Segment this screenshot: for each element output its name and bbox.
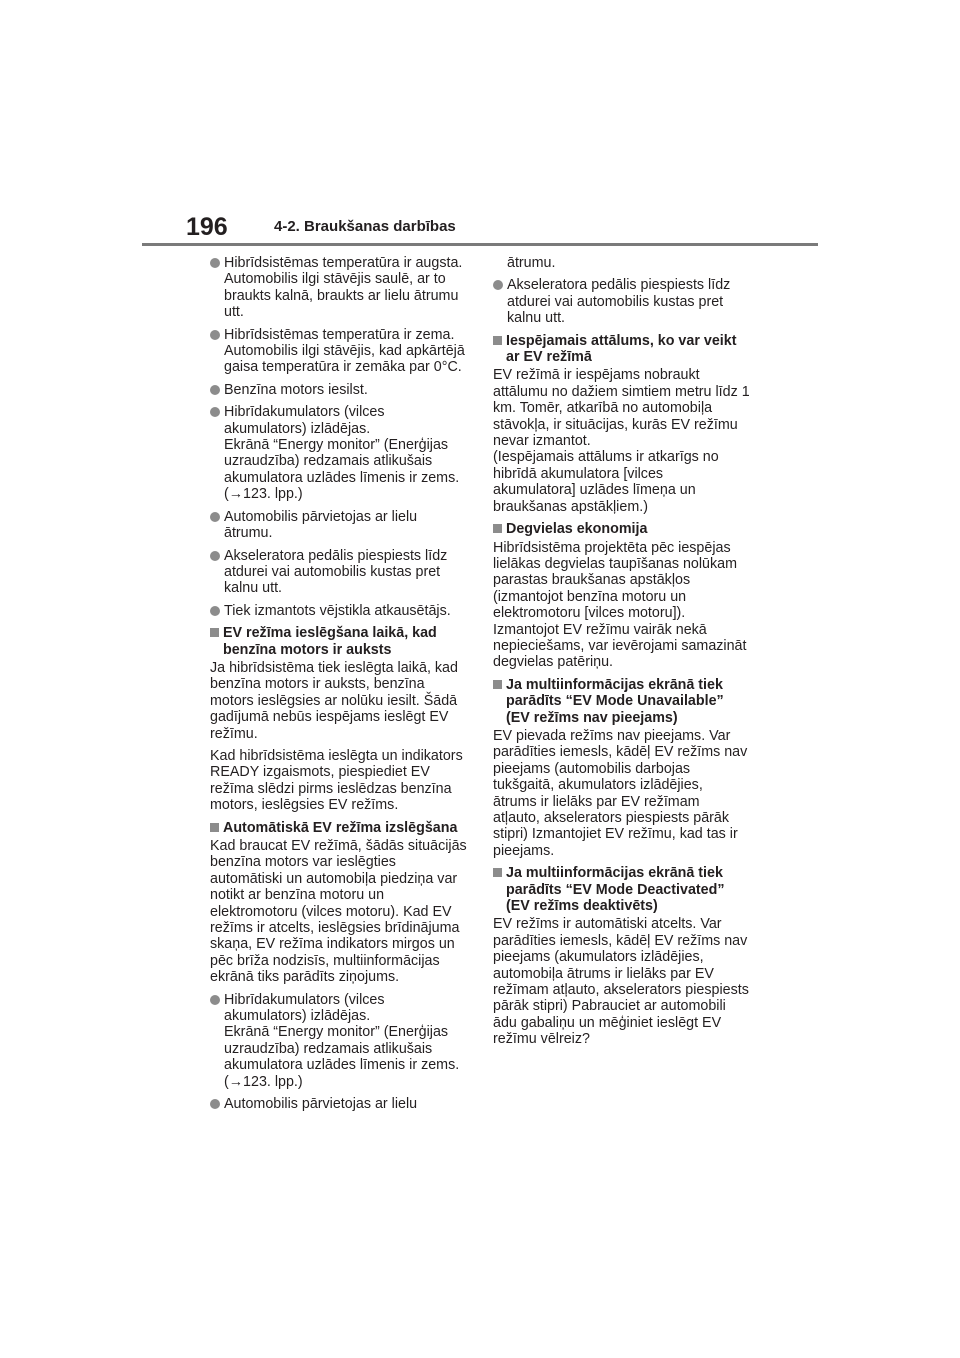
text-line: braukšanas apstākļiem.) [493, 498, 648, 515]
text-line: Ekrānā “Energy monitor” (Enerģijas [224, 437, 449, 454]
text-line: braukts kalnā, braukts ar lielu ātrumu [224, 287, 459, 304]
text-line: lielākas degvielas taupīšanas nolūkam [493, 555, 737, 572]
bullet-dot-icon [210, 330, 220, 340]
text-line: Hibrīdsistēmas temperatūra ir zema. [224, 326, 455, 343]
text-line: pārāk stipri) Pabrauciet ar automobili [493, 998, 726, 1015]
text-line: atdurei vai automobilis kustas pret [224, 563, 441, 580]
text-line: EV režīms ir automātiski atcelts. Var [493, 916, 722, 933]
text-line: motors, ieslēgsies EV režīms. [210, 797, 399, 814]
text-line: Automobilis ilgi stāvējis saulē, ar to [224, 271, 446, 288]
square-marker-icon [493, 336, 502, 345]
text-line: notikt ar benzīna motoru un [210, 887, 385, 904]
text-line: km. Tomēr, atkarībā no automobiļa [493, 400, 713, 417]
page-header [0, 0, 960, 250]
text-line: nepieciešams, var ievērojami samazināt [493, 637, 747, 654]
text-line: akumulatora uzlādes līmenis ir zems. [224, 1057, 460, 1074]
text-line: atdurei vai automobilis kustas pret [507, 293, 724, 310]
text-line: režīmu. [210, 725, 258, 742]
subsection-heading [493, 677, 751, 726]
bullet-continuation [493, 255, 751, 271]
text-line: Benzīna motors iesilst. [224, 381, 368, 398]
text-line: benzīna motors ir auksts, benzīna [210, 676, 425, 693]
text-line: benzīna motors ir auksts [223, 641, 392, 658]
text-line: režīmam atļauto, akselerators piespiests [493, 982, 749, 999]
text-line: ādu gabaliņu un mēģiniet ieslēgt EV [493, 1014, 722, 1031]
subsection-heading [210, 820, 468, 836]
text-line: pieejams (automobilis darbojas [493, 760, 691, 777]
bullet-dot-icon [210, 512, 220, 522]
paragraph [493, 916, 751, 1047]
text-line: skaņa, EV režīma indikators mirgos un [210, 936, 455, 953]
text-line: režīma slēdzi pirms ieslēdzas benzīna [210, 780, 452, 797]
text-line: automobiļa ātrums ir lielāks par EV [493, 965, 714, 982]
text-line: uzraudzība) redzamais atlikušais [224, 1040, 433, 1057]
paragraph [493, 540, 751, 671]
bullet-item [210, 404, 468, 502]
subsection-heading [493, 865, 751, 914]
text-line: pieejams. [493, 842, 555, 859]
text-line: atļauto, akselerators piespiests pārāk [493, 810, 730, 826]
text-line: stāvokļa, ir situācijas, kurās EV režīmu [493, 416, 738, 433]
paragraph [210, 660, 468, 742]
text-line: Automobilis pārvietojas ar lielu [224, 1096, 418, 1113]
bullet-item [210, 992, 468, 1090]
text-line: elektromotoru (vilces motoru). Kad EV [210, 903, 452, 920]
text-line: parādīts “EV Mode Deactivated” [506, 881, 725, 898]
text-line: kalnu utt. [507, 310, 566, 327]
text-line: parastas braukšanas apstākļos [493, 572, 691, 589]
text-line: kalnu utt. [224, 580, 283, 597]
bullet-item [210, 1096, 468, 1112]
bullet-dot-icon [210, 258, 220, 268]
text-line: Automobilis ilgi stāvējis, kad apkārtējā [224, 343, 465, 360]
bullet-dot-icon [210, 551, 220, 561]
text-line: nevar izmantot. [493, 433, 591, 450]
text-line: (izmantojot benzīna motoru un [493, 588, 687, 605]
text-line: Ja multiinformācijas ekrānā tiek [506, 865, 723, 882]
text-line: ātrumu. [507, 255, 556, 271]
text-line: Hibrīdakumulators (vilces [224, 991, 385, 1008]
square-marker-icon [493, 680, 502, 689]
text-line: ar EV režīmā [506, 349, 592, 366]
bullet-dot-icon [210, 407, 220, 417]
text-line: parādīts “EV Mode Unavailable” [506, 693, 724, 710]
text-line: (→123. lpp.) [224, 486, 303, 503]
text-line: režīmu vēlreiz? [493, 1031, 590, 1048]
square-marker-icon [210, 823, 219, 832]
bullet-dot-icon [210, 606, 220, 616]
text-line: parādīties iemesls, kādēļ EV režīms nav [493, 932, 748, 949]
text-line: utt. [224, 304, 244, 321]
text-line: degvielas patēriņu. [493, 654, 614, 671]
bullet-item [493, 277, 751, 326]
square-marker-icon [493, 868, 502, 877]
section-title: 4-2. Braukšanas darbības [274, 218, 456, 235]
subsection-heading [210, 625, 468, 658]
text-line: ekrānā tiks parādīts ziņojums. [210, 969, 400, 986]
text-line: akumulators) izlādējas. [224, 420, 371, 437]
bullet-dot-icon [210, 1099, 220, 1109]
text-line: tukšgaitā, akumulators izlādējies, [493, 777, 703, 794]
text-line: Ekrānā “Energy monitor” (Enerģijas [224, 1024, 449, 1041]
bullet-item [210, 509, 468, 542]
subsection-heading [493, 521, 751, 537]
text-line: EV pievada režīms nav pieejams. Var [493, 727, 731, 744]
bullet-item [210, 603, 468, 619]
text-line: elektromotoru [vilces motoru]). [493, 605, 686, 622]
text-line: hibrīdā akumulatora [vilces [493, 465, 664, 482]
text-line: EV režīmā ir iespējams nobraukt [493, 367, 700, 384]
paragraph [210, 748, 468, 814]
text-line: parādīties iemesls, kādēļ EV režīms nav [493, 744, 748, 761]
text-line: (EV režīms nav pieejams) [506, 709, 678, 726]
text-line: benzīna motors var ieslēgties [210, 854, 396, 871]
text-line: Hibrīdakumulators (vilces [224, 404, 385, 421]
text-line: motors ieslēgsies ar nolūku iesilt. Šādā [210, 692, 458, 709]
bullet-dot-icon [210, 385, 220, 395]
bullet-dot-icon [210, 995, 220, 1005]
subsection-heading [493, 333, 751, 366]
text-line: Kad hibrīdsistēma ieslēgta un indikators [210, 747, 463, 764]
text-line: stipri) Izmantojiet EV režīmu, kad tas ir [493, 826, 738, 843]
text-line: Izmantojot EV režīmu vairāk nekā [493, 621, 707, 638]
text-line: Ja multiinformācijas ekrānā tiek [506, 676, 723, 693]
text-line: attālumu no dažiem simtiem metru līdz 1 [493, 383, 750, 400]
text-line: Ja hibrīdsistēma tiek ieslēgta laikā, kad [210, 659, 458, 676]
text-line: Akseleratora pedālis piespiests līdz [507, 277, 731, 294]
bullet-dot-icon [493, 280, 503, 290]
text-line: Automobilis pārvietojas ar lielu [224, 508, 418, 525]
left-column [210, 255, 468, 1119]
text-line: ātrums ir lielāks par EV režīmam [493, 793, 700, 810]
text-line: akumulators) izlādējas. [224, 1008, 371, 1025]
text-line: Kad braucat EV režīmā, šādās situācijās [210, 838, 467, 854]
bullet-item [210, 255, 468, 321]
square-marker-icon [210, 628, 219, 637]
text-line: uzraudzība) redzamais atlikušais [224, 453, 433, 470]
text-line: gaisa temperatūra ir zemāka par 0°C. [224, 359, 462, 376]
text-line: automātiski un automobiļa piedziņa var [210, 870, 458, 887]
bullet-item [210, 548, 468, 597]
text-line: EV režīma ieslēgšana laikā, kad [223, 625, 437, 642]
text-line: akumulatora uzlādes līmenis ir zems. [224, 469, 460, 486]
text-line: Hibrīdsistēmas temperatūra ir augsta. [224, 255, 463, 271]
text-line: (Iespējamais attālums ir atkarīgs no [493, 449, 719, 466]
text-line: ātrumu. [224, 525, 273, 542]
text-line: pēc brīža nodzisīs, multiinformācijas [210, 952, 440, 969]
text-line: Degvielas ekonomija [506, 521, 648, 538]
text-line: READY izgaismots, piespiediet EV [210, 764, 430, 781]
paragraph [493, 728, 751, 859]
text-line: gadījumā nebūs iespējams ieslēgt EV [210, 709, 449, 726]
text-line: (→123. lpp.) [224, 1073, 303, 1090]
text-line: Tiek izmantots vējstikla atkausētājs. [224, 602, 451, 619]
text-line: Akseleratora pedālis piespiests līdz [224, 547, 448, 564]
page-number: 196 [186, 213, 228, 241]
right-column [493, 255, 751, 1054]
bullet-item [210, 327, 468, 376]
text-line: (EV režīms deaktivēts) [506, 898, 658, 915]
bullet-item [210, 382, 468, 398]
paragraph [210, 838, 468, 986]
text-line: Iespējamais attālums, ko var veikt [506, 332, 737, 349]
text-line: Hibrīdsistēma projektēta pēc iespējas [493, 539, 731, 556]
text-line: akumulatora] uzlādes līmeņa un [493, 482, 696, 499]
text-line: Automātiskā EV režīma izslēgšana [223, 819, 458, 836]
text-line: režīms ir atcelts, ieslēgsies brīdinājuma [210, 920, 460, 937]
square-marker-icon [493, 524, 502, 533]
text-line: pieejams (akumulators izlādējies, [493, 949, 704, 966]
header-rule [142, 243, 818, 246]
paragraph [493, 367, 751, 515]
